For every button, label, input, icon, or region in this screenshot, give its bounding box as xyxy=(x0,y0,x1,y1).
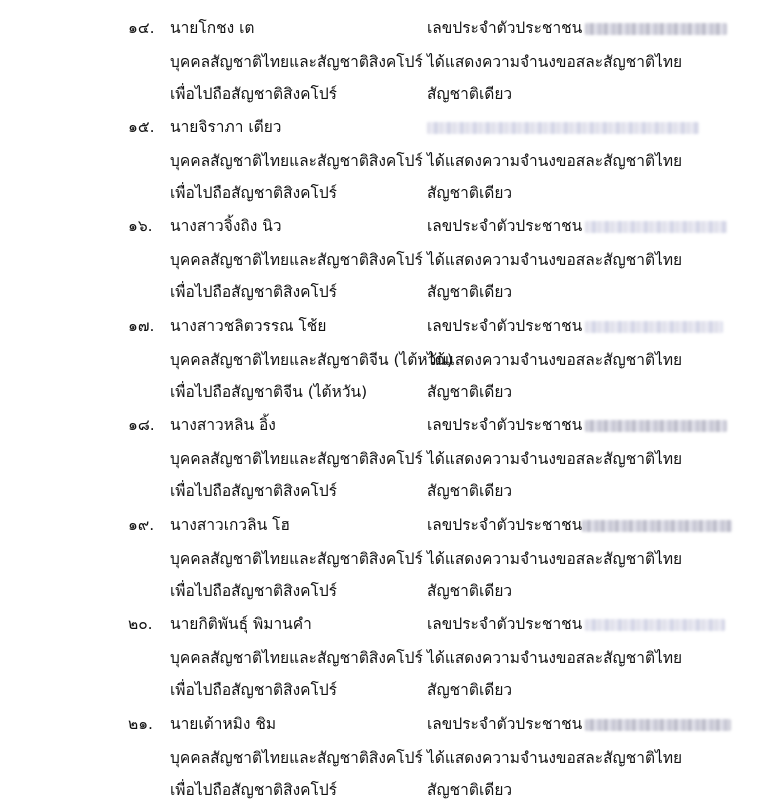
single-nationality: สัญชาติเดียว xyxy=(427,582,513,600)
redacted-id-block xyxy=(585,420,727,432)
target-nationality: เพื่อไปถือสัญชาติสิงคโปร์ xyxy=(170,85,337,103)
id-label: เลขประจำตัวประชาชน xyxy=(427,317,583,335)
nationality-status: บุคคลสัญชาติไทยและสัญชาติสิงคโปร์ xyxy=(170,53,423,71)
target-nationality-row xyxy=(0,678,784,702)
nationality-row xyxy=(0,746,784,770)
entry-header-row xyxy=(0,513,784,537)
renunciation-statement: ได้แสดงความจำนงขอสละสัญชาติไทย xyxy=(427,749,683,767)
nationality-row xyxy=(0,547,784,571)
entry-header-row xyxy=(0,16,784,40)
redacted-id-block xyxy=(585,321,723,333)
single-nationality: สัญชาติเดียว xyxy=(427,781,513,799)
renunciation-statement: ได้แสดงความจำนงขอสละสัญชาติไทย xyxy=(427,450,683,468)
redacted-id-block xyxy=(582,520,732,532)
entry-number: ๑๖. xyxy=(128,217,153,235)
person-name: นางสาวชลิตวรรณ โช้ย xyxy=(170,317,327,335)
renunciation-statement: ได้แสดงความจำนงขอสละสัญชาติไทย xyxy=(427,649,683,667)
renunciation-statement: ได้แสดงความจำนงขอสละสัญชาติไทย xyxy=(427,550,683,568)
entry-header-row xyxy=(0,314,784,338)
person-name: นายเต้าหมิง ชิม xyxy=(170,715,277,733)
entry-number: ๒๐. xyxy=(128,615,153,633)
entry-18 xyxy=(0,413,784,512)
entry-14 xyxy=(0,16,784,115)
entry-number: ๑๙. xyxy=(128,516,155,534)
target-nationality: เพื่อไปถือสัญชาติสิงคโปร์ xyxy=(170,582,337,600)
nationality-row xyxy=(0,646,784,670)
single-nationality: สัญชาติเดียว xyxy=(427,482,513,500)
single-nationality: สัญชาติเดียว xyxy=(427,383,513,401)
nationality-status: บุคคลสัญชาติไทยและสัญชาติสิงคโปร์ xyxy=(170,749,423,767)
entry-21 xyxy=(0,712,784,811)
entry-number: ๑๗. xyxy=(128,317,155,335)
id-column xyxy=(427,115,699,139)
nationality-row xyxy=(0,248,784,272)
nationality-row xyxy=(0,348,784,372)
nationality-status: บุคคลสัญชาติไทยและสัญชาติสิงคโปร์ xyxy=(170,152,423,170)
entry-header-row xyxy=(0,413,784,437)
target-nationality-row xyxy=(0,380,784,404)
target-nationality: เพื่อไปถือสัญชาติสิงคโปร์ xyxy=(170,184,337,202)
id-label: เลขประจำตัวประชาชน xyxy=(427,715,583,733)
id-label: เลขประจำตัวประชาชน xyxy=(427,615,583,633)
id-column xyxy=(427,214,727,238)
person-name: นางสาวเกวลิน โฮ xyxy=(170,516,290,534)
target-nationality-row xyxy=(0,479,784,503)
id-label: เลขประจำตัวประชาชน xyxy=(427,416,583,434)
entry-15 xyxy=(0,115,784,214)
target-nationality-row xyxy=(0,778,784,802)
nationality-row xyxy=(0,149,784,173)
target-nationality-row xyxy=(0,579,784,603)
redacted-id-block xyxy=(585,221,727,233)
redacted-id-block xyxy=(585,719,731,731)
id-column xyxy=(427,16,727,40)
redacted-id-block xyxy=(427,122,699,134)
entry-header-row xyxy=(0,712,784,736)
target-nationality-row xyxy=(0,181,784,205)
nationality-row xyxy=(0,50,784,74)
target-nationality: เพื่อไปถือสัญชาติสิงคโปร์ xyxy=(170,681,337,699)
person-name: นางสาวจิ้งถิง นิว xyxy=(170,217,282,235)
renunciation-statement: ได้แสดงความจำนงขอสละสัญชาติไทย xyxy=(427,351,683,369)
target-nationality: เพื่อไปถือสัญชาติจีน (ไต้หวัน) xyxy=(170,383,368,401)
person-name: นายโกชง เต xyxy=(170,19,255,37)
single-nationality: สัญชาติเดียว xyxy=(427,283,513,301)
target-nationality-row xyxy=(0,280,784,304)
entry-16 xyxy=(0,214,784,313)
target-nationality: เพื่อไปถือสัญชาติสิงคโปร์ xyxy=(170,283,337,301)
entry-number: ๒๑. xyxy=(128,715,153,733)
id-label: เลขประจำตัวประชาชน xyxy=(427,19,583,37)
target-nationality-row xyxy=(0,82,784,106)
nationality-status: บุคคลสัญชาติไทยและสัญชาติจีน (ไต้หวัน) xyxy=(170,351,453,369)
entry-20 xyxy=(0,612,784,711)
target-nationality: เพื่อไปถือสัญชาติสิงคโปร์ xyxy=(170,482,337,500)
nationality-status: บุคคลสัญชาติไทยและสัญชาติสิงคโปร์ xyxy=(170,550,423,568)
id-label: เลขประจำตัวประชาชน xyxy=(427,516,583,534)
redacted-id-block xyxy=(585,619,725,631)
id-column xyxy=(427,314,723,338)
entry-number: ๑๕. xyxy=(128,118,155,136)
renunciation-statement: ได้แสดงความจำนงขอสละสัญชาติไทย xyxy=(427,152,683,170)
id-column xyxy=(427,612,725,636)
id-column xyxy=(427,712,731,736)
id-label: เลขประจำตัวประชาชน xyxy=(427,217,583,235)
person-name: นายกิติพันธุ์ พิมานคำ xyxy=(170,615,312,633)
person-name: นางสาวหลิน อิ้ง xyxy=(170,416,276,434)
nationality-row xyxy=(0,447,784,471)
id-column xyxy=(427,513,732,537)
renunciation-statement: ได้แสดงความจำนงขอสละสัญชาติไทย xyxy=(427,251,683,269)
person-name: นายจิราภา เตียว xyxy=(170,118,282,136)
single-nationality: สัญชาติเดียว xyxy=(427,681,513,699)
entry-17 xyxy=(0,314,784,413)
entry-header-row xyxy=(0,214,784,238)
nationality-status: บุคคลสัญชาติไทยและสัญชาติสิงคโปร์ xyxy=(170,251,423,269)
nationality-status: บุคคลสัญชาติไทยและสัญชาติสิงคโปร์ xyxy=(170,649,423,667)
entry-header-row xyxy=(0,115,784,139)
entry-header-row xyxy=(0,612,784,636)
renunciation-statement: ได้แสดงความจำนงขอสละสัญชาติไทย xyxy=(427,53,683,71)
entry-number: ๑๘. xyxy=(128,416,155,434)
nationality-status: บุคคลสัญชาติไทยและสัญชาติสิงคโปร์ xyxy=(170,450,423,468)
redacted-id-block xyxy=(585,23,727,35)
single-nationality: สัญชาติเดียว xyxy=(427,85,513,103)
entry-number: ๑๔. xyxy=(128,19,155,37)
single-nationality: สัญชาติเดียว xyxy=(427,184,513,202)
id-column xyxy=(427,413,727,437)
entry-19 xyxy=(0,513,784,612)
target-nationality: เพื่อไปถือสัญชาติสิงคโปร์ xyxy=(170,781,337,799)
